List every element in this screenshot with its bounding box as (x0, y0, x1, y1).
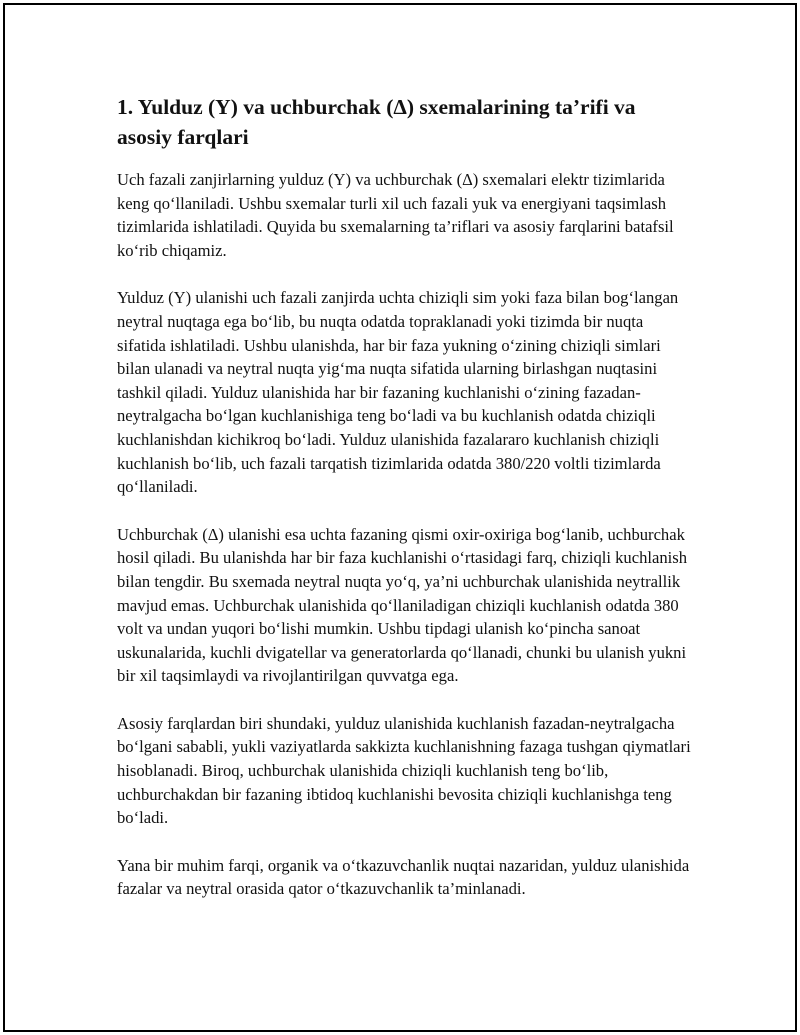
paragraph-conductivity: Yana bir muhim farqi, organik va o‘tkazuvchanlik nuqtai nazaridan, yulduz ulanishida fazalar va neytral orasida qator o‘tkazuvchanlik ta’minlanadi. (117, 855, 690, 899)
section-title: 1. Yulduz (Y) va uchburchak (Δ) sxemalarining ta’rifi va asosiy farqlari (117, 95, 636, 149)
paragraph-main-differences: Asosiy farqlardan biri shundaki, yulduz ulanishida kuchlanish fazadan-neytralgacha bo‘lgani sababli, yukli vaziyatlarda sakkizta kuchlanishning fazaga tushgan qiymatlari hisoblanadi. Biroq, uchburchak ulanishida chiziqli kuchlanish teng bo‘lib, uchburchakdan bir fazaning ibtidoq kuchlanishi bevosita chiziqli kuchlanishga teng bo‘ladi. (117, 713, 691, 828)
paragraph-delta-connection: Uchburchak (Δ) ulanishi esa uchta fazaning qismi oxir-oxiriga bog‘lanib, uchburchak hosil qiladi. Bu ulanishda har bir faza kuchlanishi o‘rtasidagi farq, chiziqli kuchlanish bilan tengdir. Bu sxemada neytral nuqta yo‘q, ya’ni uchburchak ulanishida neytrallik mavjud emas. Uchburchak ulanishida qo‘llaniladigan chiziqli kuchlanish odatda 380 volt va undan yuqori bo‘lishi mumkin. Ushbu tipdagi ulanish ko‘pincha sanoat uskunalarida, kuchli dvigatellar va generatorlarda qo‘llanadi, chunki bu ulanish yukni bir xil taqsimlaydi va rivojlantirilgan quvvatga ega. (117, 524, 688, 686)
document-body (117, 92, 691, 925)
paragraph-intro: Uch fazali zanjirlarning yulduz (Y) va uchburchak (Δ) sxemalari elektr tizimlarida keng qo‘llaniladi. Ushbu sxemalar turli xil uch fazali yuk va energiyani taqsimlash tizimlarida ishlatiladi. Quyida bu sxemalarning ta’riflari va asosiy farqlarini batafsil ko‘rib chiqamiz. (117, 170, 674, 260)
paragraph-star-connection: Yulduz (Y) ulanishi uch fazali zanjirda uchta chiziqli sim yoki faza bilan bog‘langan neytral nuqtaga ega bo‘lib, bu nuqta odatda topraklanadi yoki tizimda bir nuqta sifatida ishlatiladi. Ushbu ulanishda, har bir faza yukning o‘zining chiziqli simlari bilan ulanadi va neytral nuqta yig‘ma nuqta sifatida ularning birlashgan nuqtasini tashkil qiladi. Yulduz ulanishida har bir fazaning kuchlanishi o‘zining fazadan-neytralgacha bo‘lgan kuchlanishiga teng bo‘ladi va bu kuchlanish odatda chiziqli kuchlanishdan kichikroq bo‘ladi. Yulduz ulanishida fazalararo kuchlanish chiziqli kuchlanish bo‘lib, uch fazali tarqatish tizimlarida odatda 380/220 voltli tizimlarda qo‘llaniladi. (117, 288, 679, 497)
